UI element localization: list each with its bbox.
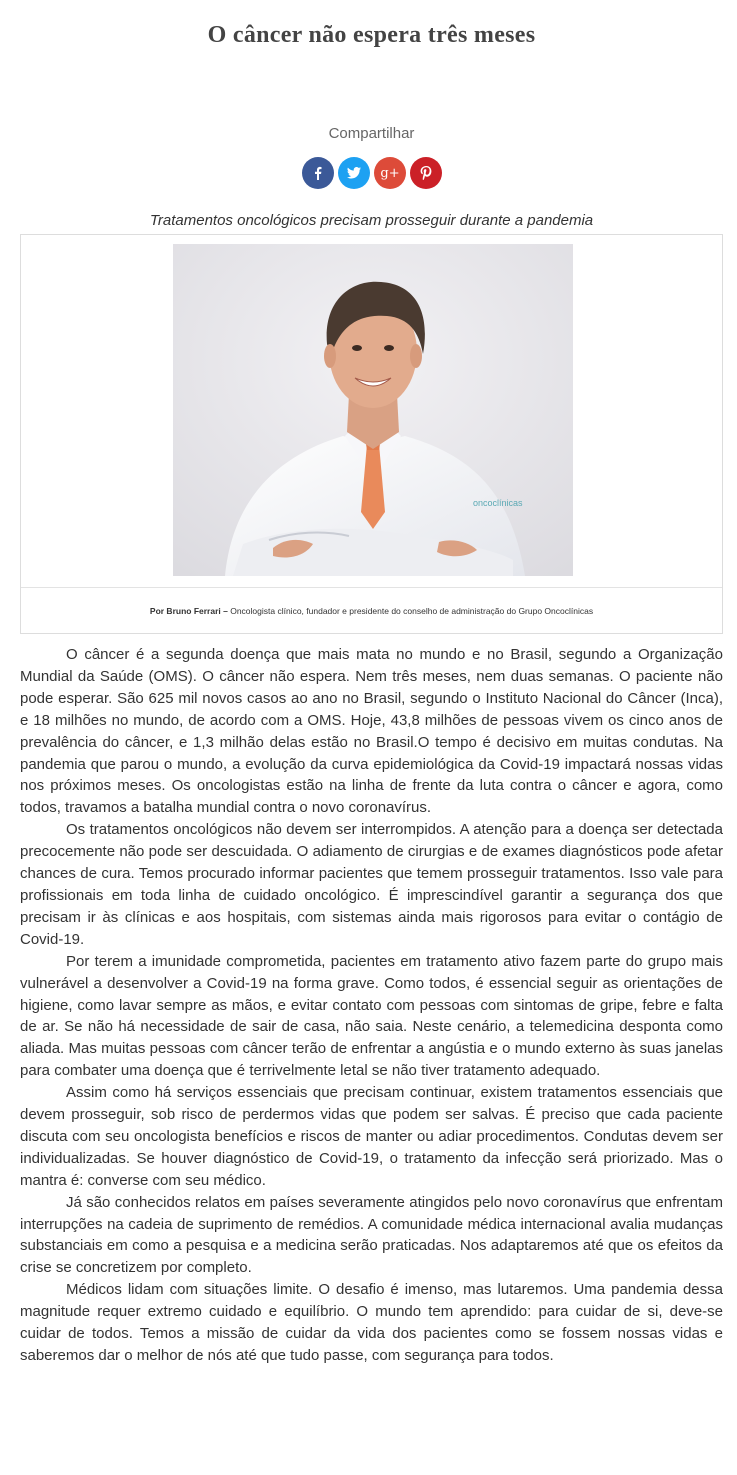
svg-text:oncoclínicas: oncoclínicas <box>473 498 523 508</box>
article-title: O câncer não espera três meses <box>207 22 536 48</box>
paragraph: Assim como há serviços essenciais que precisam continuar, existem tratamentos essenciais que devem prosseguir, sob risco de perdermos vidas que podem ser salvas. É preciso que cada paciente discuta com seu oncologista benefícios e riscos de manter ou adiar procedimentos. Condutas devem ser individualizadas. Se houver diagnóstico de Covid-19, o tratamento da infecção será priorizado. Mas o mantra é: converse com seu médico. <box>20 1084 723 1189</box>
paragraph: O câncer é a segunda doença que mais mata no mundo e no Brasil, segundo a Organização Mundial da Saúde (OMS). O câncer não espera. Nem três meses, nem duas semanas. O paciente não pode esperar. São 625 mil novos casos ao ano no Brasil, segundo o Instituto Nacional do Câncer (Inca), e 18 milhões no mundo, de acordo com a OMS. Hoje, 43,8 milhões de pessoas vivem os cinco anos de prevalência do câncer, e 1,3 milhão delas estão no Brasil.O tempo é decisivo em muitas condutas. Na pandemia que parou o mundo, a evolução da curva epidemiológica da Covid-19 impactará nossas vidas nos próximos meses. Os oncologistas estão na linha de frente da luta contra o câncer e agora, como todos, travamos a batalha mundial contra o novo coronavírus. <box>20 646 723 817</box>
share-label: Compartilhar <box>328 125 415 142</box>
paragraph: Já são conhecidos relatos em países severamente atingidos pelo novo coronavírus que enfrentam interrupções na cadeia de suprimento de remédios. A comunidade médica internacional avalia mudanças substanciais em como a pesquisa e a medicina serão praticadas. Nos adaptaremos até que os efeitos da crise se concretizem por completo. <box>20 1193 723 1277</box>
article-body <box>20 644 723 1367</box>
facebook-icon <box>312 166 324 180</box>
twitter-icon <box>347 167 361 179</box>
paragraph: Os tratamentos oncológicos não devem ser interrompidos. A atenção para a doença ser detectada precocemente não pode ser descuidada. O adiamento de cirurgias e de exames diagnósticos pode afetar chances de cura. Temos procurado informar pacientes que temem prosseguir tratamentos. Isso vale para profissionais em toda linha de cuidado oncológico. É imprescindível garantir a segurança dos que precisam ir às clínicas e aos hospitais, com sistemas ainda mais rigorosos para evitar o contágio de Covid-19. <box>20 821 723 948</box>
pinterest-icon <box>420 166 432 180</box>
author-photo <box>173 244 573 576</box>
paragraph: Médicos lidam com situações limite. O desafio é imenso, mas lutaremos. Uma pandemia dessa magnitude requer extremo cuidado e equilíbrio. O mundo tem aprendido: para cuidar de si, deve-se cuidar de todos. Temos a missão de cuidar da vida dos pacientes como se fossem nossas vidas e saberemos dar o melhor de nós até que tudo passe, com segurança para todos. <box>20 1281 723 1364</box>
caption-author: Por Bruno Ferrari – <box>149 606 228 616</box>
paragraph: Por terem a imunidade comprometida, pacientes em tratamento ativo fazem parte do grupo mais vulnerável a desenvolver a Covid-19 na forma grave. Como todos, é essencial seguir as orientações de higiene, como lavar sempre as mãos, e evitar contato com pessoas com sintomas de gripe, febre e falta de ar. Se não há necessidade de sair de casa, não saia. Neste cenário, a telemedicina desponta como aliada. Mas muitas pessoas com câncer terão de enfrentar a angústia e o mundo externo às suas janelas para combater uma doença que é terrivelmente letal se não tiver tratamento adequado. <box>20 952 723 1080</box>
share-google-plus-button[interactable] <box>374 157 406 189</box>
share-twitter-button[interactable] <box>338 157 370 189</box>
article-subtitle: Tratamentos oncológicos precisam prosseguir durante a pandemia <box>149 212 594 229</box>
share-pinterest-button[interactable] <box>410 157 442 189</box>
author-figure <box>20 234 723 634</box>
figure-divider <box>21 587 722 588</box>
caption-description: Oncologista clínico, fundador e presidente do conselho de administração do Grupo Oncoclínicas <box>227 606 594 616</box>
google-plus-icon: g+ <box>380 165 400 181</box>
share-buttons <box>302 157 442 189</box>
share-facebook-button[interactable] <box>302 157 334 189</box>
photo-caption <box>21 606 722 616</box>
